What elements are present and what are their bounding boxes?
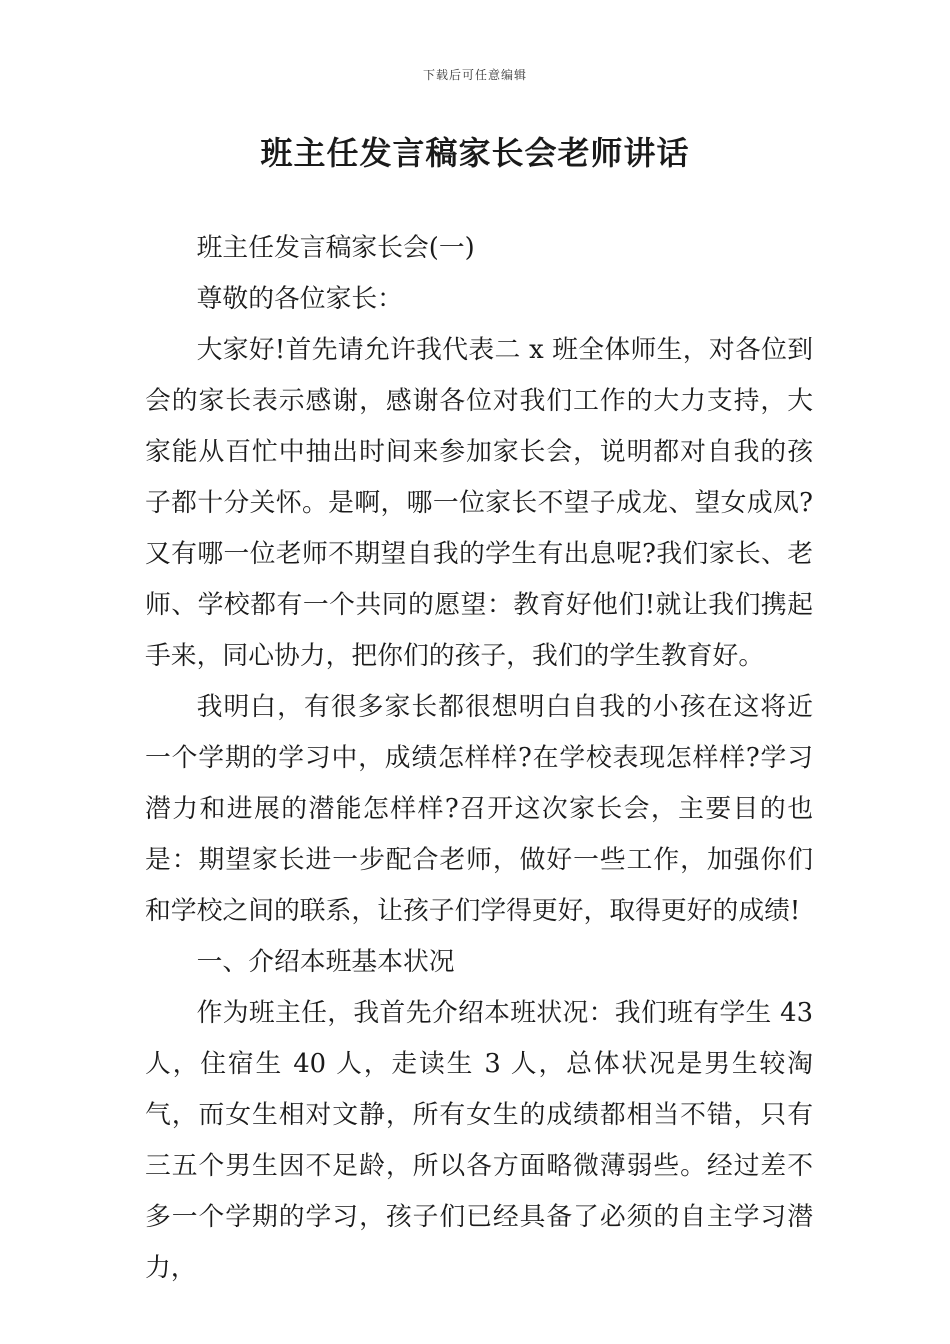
section-heading: 一、介绍本班基本状况 [196, 947, 455, 977]
section-heading: 班主任发言稿家长会(一) [196, 233, 475, 263]
paragraph: 作为班主任，我首先介绍本班状况：我们班有学生 43 人，住宿生 40 人，走读生 3 人，总体状况是男生较淘气，而女生相对文静，所有女生的成绩都相当不错，只有三五个男生因不足龄，所以各方面略微薄弱些。经过差不多一个学期的学习，孩子们已经具备了必须的自主学习潜力， [145, 998, 813, 1283]
paragraph: 我明白，有很多家长都很想明白自我的小孩在这将近一个学期的学习中，成绩怎样样?在学校表现怎样样?学习潜力和进展的潜能怎样样?召开这次家长会，主要目的也是：期望家长进一步配合老师，做好一些工作，加强你们和学校之间的联系，让孩子们学得更好，取得更好的成绩! [145, 692, 813, 926]
document-title: 班主任发言稿家长会老师讲话 [260, 134, 690, 172]
document-body [145, 223, 813, 1294]
paragraph: 大家好!首先请允许我代表二 x 班全体师生，对各位到会的家长表示感谢，感谢各位对我们工作的大力支持，大家能从百忙中抽出时间来参加家长会，说明都对自我的孩子都十分关怀。是啊，哪一位家长不望子成龙、望女成凤?又有哪一位老师不期望自我的学生有出息呢?我们家长、老师、学校都有一个共同的愿望：教育好他们!就让我们携起手来，同心协力，把你们的孩子，我们的学生教育好。 [145, 335, 813, 671]
header-note: 下载后可任意编辑 [422, 68, 527, 82]
salutation: 尊敬的各位家长： [196, 284, 403, 314]
